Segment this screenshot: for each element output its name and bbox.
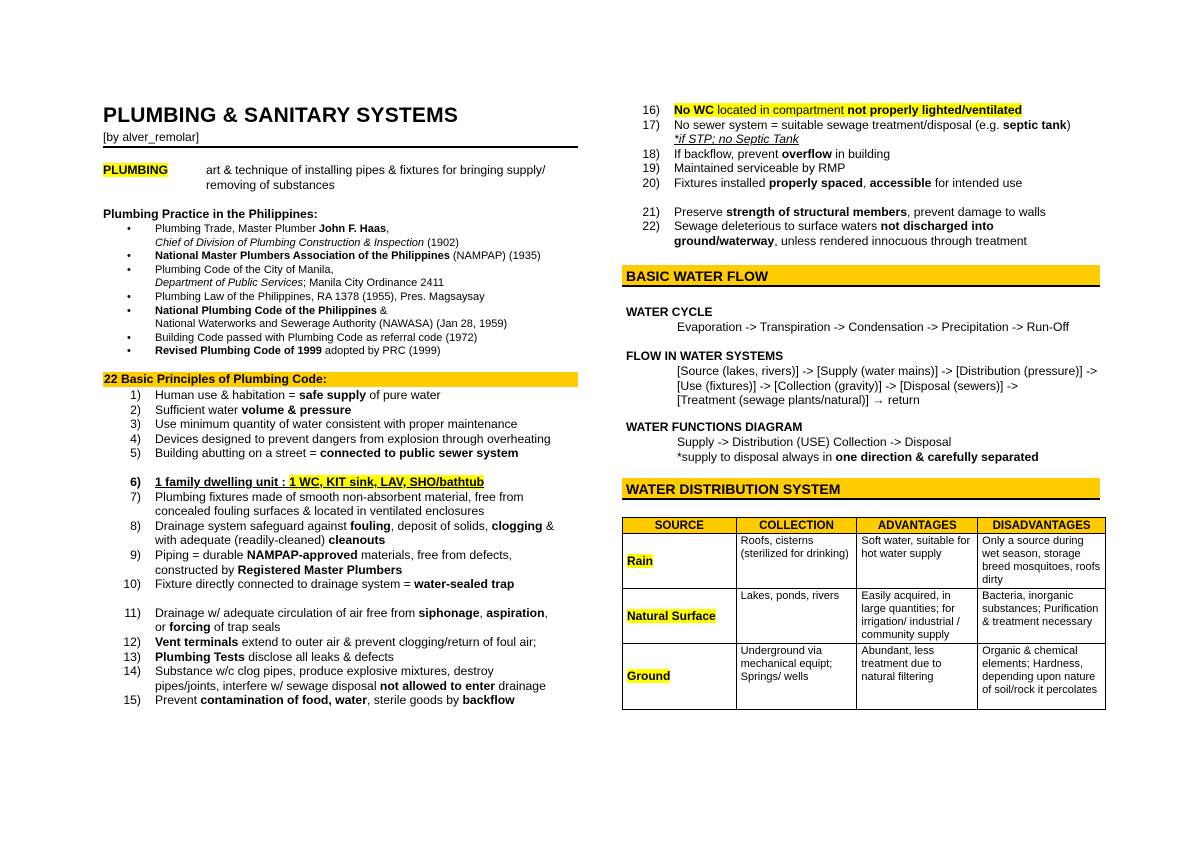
water-cycle-heading: WATER CYCLE — [626, 305, 713, 319]
history-heading: Plumbing Practice in the Philippines: — [103, 207, 318, 221]
list-item: 9) Piping = durable NAMPAP-approved materials, free from defects, constructed by Registered Master Plumbers — [130, 547, 513, 577]
advantages-cell: Easily acquired, in large quantities; for irrigation/ industrial / community supply — [857, 589, 978, 644]
table-header-row — [623, 518, 1106, 534]
list-item: 17) No sewer system = suitable sewage treatment/disposal (e.g. septic tank) *if STP; no Septic Tank — [642, 117, 1071, 147]
list-item: • Plumbing Trade, Master Plumber John F. Haas, Chief of Division of Plumbing Construction & Inspection (1902) — [127, 223, 459, 249]
list-item: • Building Code passed with Plumbing Code as referral code (1972) — [127, 331, 478, 344]
principles-heading: 22 Basic Principles of Plumbing Code: — [103, 372, 578, 387]
collection-cell: Roofs, cisterns (sterilized for drinking) — [736, 534, 857, 589]
list-item: 19) Maintained serviceable by RMP — [642, 161, 846, 176]
list-item: • Revised Plumbing Code of 1999 adopted by PRC (1999) — [127, 345, 441, 358]
principles-list-continued — [622, 103, 1102, 248]
list-item: 2) Sufficient water volume & pressure — [130, 402, 352, 417]
list-item: • National Master Plumbers Association of the Philippines (NAMPAP) (1935) — [127, 250, 541, 263]
table-row — [623, 534, 1106, 589]
list-item: 5) Building abutting on a street = connected to public sewer system — [130, 446, 519, 461]
list-item: 22) Sewage deleterious to surface waters not discharged into ground/waterway, unless rendered innocuous through treatment — [642, 219, 1027, 248]
collection-cell: Lakes, ponds, rivers — [736, 589, 857, 644]
disadvantages-cell: Bacteria, inorganic substances; Purification & treatment necessary — [978, 589, 1106, 644]
water-distribution-table — [622, 517, 1106, 710]
history-list — [103, 223, 578, 359]
byline: [by alver_remolar] — [103, 130, 200, 144]
list-item: 11) Drainage w/ adequate circulation of air free from siphonage, aspiration, or forcing of trap seals — [124, 605, 548, 635]
list-item: 15) Prevent contamination of food, water, sterile goods by backflow — [123, 693, 515, 708]
list-item: 10) Fixture directly connected to drainage system = water-sealed trap — [123, 577, 515, 592]
list-item: • National Plumbing Code of the Philippines & National Waterworks and Sewerage Authority (NAWASA) (Jan 28, 1959) — [127, 304, 508, 331]
list-item: 3) Use minimum quantity of water consistent with proper maintenance — [130, 417, 518, 432]
list-item: 16) No WC located in compartment not properly lighted/ventilated — [642, 103, 1023, 117]
title-rule — [103, 146, 578, 148]
table-row — [623, 589, 1106, 644]
list-item: 18) If backflow, prevent overflow in building — [642, 146, 891, 161]
disadvantages-cell: Organic & chemical elements; Hardness, depending upon nature of soil/rock it percolates — [978, 644, 1106, 710]
advantages-cell: Abundant, less treatment due to natural filtering — [857, 644, 978, 710]
col-header-disadvantages: DISADVANTAGES — [978, 518, 1106, 534]
list-spacer — [622, 191, 1102, 205]
list-item: • Plumbing Code of the City of Manila, Department of Public Services; Manila City Ordinance 2411 — [127, 263, 444, 290]
list-item: 12) Vent terminals extend to outer air & prevent clogging/return of foul air; — [123, 634, 537, 649]
list-item: 8) Drainage system safeguard against fouling, deposit of solids, clogging & with adequate (readily-cleaned) cleanouts — [130, 518, 554, 548]
principles-list — [103, 388, 583, 708]
collection-cell: Underground via mechanical equipt; Springs/ wells — [736, 644, 857, 710]
list-item: 1) Human use & habitation = safe supply of pure water — [130, 388, 441, 402]
list-spacer — [103, 592, 583, 606]
functions-heading: WATER FUNCTIONS DIAGRAM — [626, 420, 803, 434]
source-cell: Rain — [623, 534, 737, 589]
page-title: PLUMBING & SANITARY SYSTEMS — [103, 104, 459, 127]
list-item: 4) Devices designed to prevent dangers from explosion through overheating — [130, 431, 551, 446]
flow-systems-heading: FLOW IN WATER SYSTEMS — [626, 349, 784, 363]
list-item: 7) Plumbing fixtures made of smooth non-absorbent material, free from concealed fouling surfaces & located in ventilated enclosures — [130, 489, 524, 519]
source-cell: Natural Surface — [623, 589, 737, 644]
water-distribution-heading: WATER DISTRIBUTION SYSTEM — [622, 478, 1100, 500]
col-header-source: SOURCE — [623, 518, 737, 534]
definition-term: PLUMBING — [103, 163, 168, 177]
definition-text: art & technique of installing pipes & fixtures for bringing supply/ removing of substances — [206, 163, 546, 192]
disadvantages-cell: Only a source during wet season, storage breed mosquitoes, roofs dirty — [978, 534, 1106, 589]
advantages-cell: Soft water, suitable for hot water supply — [857, 534, 978, 589]
water-cycle-text: Evaporation -> Transpiration -> Condensation -> Precipitation -> Run-Off — [677, 320, 1070, 334]
source-cell: Ground — [623, 644, 737, 710]
list-item: 20) Fixtures installed properly spaced, accessible for intended use — [642, 175, 1023, 190]
list-item: 21) Preserve strength of structural members, prevent damage to walls — [642, 204, 1046, 219]
list-item: 14) Substance w/c clog pipes, produce explosive mixtures, destroy pipes/joints, interfere w/ sewage disposal not allowed to enter drainage — [123, 664, 546, 693]
list-item: 6) 1 family dwelling unit : 1 WC, KIT sink, LAV, SHO/bathtub — [130, 474, 485, 489]
col-header-advantages: ADVANTAGES — [857, 518, 978, 534]
list-item: 13) Plumbing Tests disclose all leaks & defects — [123, 649, 394, 664]
flow-systems-text: [Source (lakes, rivers)] -> [Supply (water mains)] -> [Distribution (pressure)] -> [Use (fixtures)] -> [Collection (gravity)] -> [Disposal (sewers)] -> [Treatment (sewage plants/natural)] → return — [677, 364, 1098, 408]
list-spacer — [103, 461, 583, 475]
arrow-icon: → — [872, 393, 885, 408]
col-header-collection: COLLECTION — [736, 518, 857, 534]
table-row — [623, 644, 1106, 710]
basic-water-flow-heading: BASIC WATER FLOW — [622, 265, 1100, 287]
list-item: • Plumbing Law of the Philippines, RA 1378 (1955), Pres. Magsaysay — [127, 290, 485, 303]
functions-text: Supply -> Distribution (USE) Collection -> Disposal *supply to disposal always in one direction & carefully separated — [677, 435, 1039, 464]
